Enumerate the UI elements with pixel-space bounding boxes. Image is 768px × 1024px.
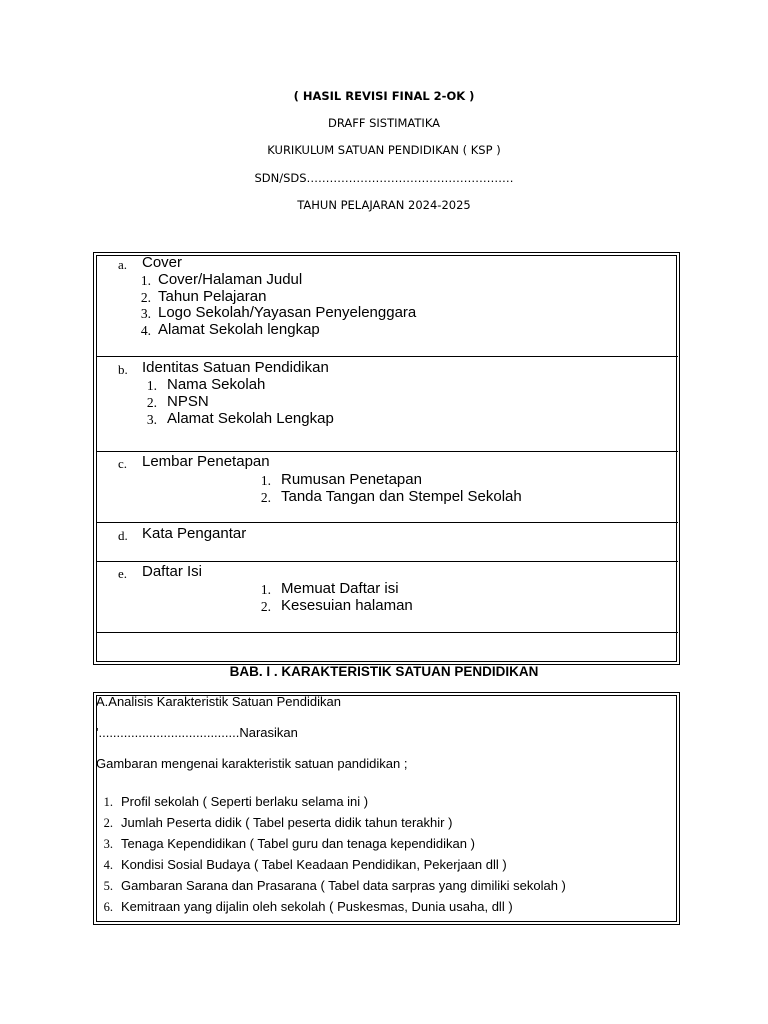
section-title-identitas: Identitas Satuan Pendidikan	[142, 359, 329, 376]
section-letter: b.	[118, 362, 128, 377]
list-number: 1.	[103, 795, 113, 809]
section-letter: c.	[118, 456, 128, 471]
row-divider	[96, 632, 678, 633]
list-number: 2.	[146, 395, 157, 410]
intro-text: Gambaran mengenai karakteristik satuan pandidikan ;	[96, 756, 408, 771]
section-title-daftar-isi: Daftar Isi	[142, 563, 203, 580]
list-item: Rumusan Penetapan	[281, 471, 422, 488]
list-number: 1.	[260, 473, 271, 488]
list-item: Kemitraan yang dijalin oleh sekolah ( Puskesmas, Dunia usaha, dll )	[121, 899, 513, 914]
list-item: Cover/Halaman Judul	[158, 271, 303, 288]
chapter-title: BAB. I . KARAKTERISTIK SATUAN PENDIDIKAN	[229, 664, 539, 679]
list-item: Kondisi Sosial Budaya ( Tabel Keadaan Pendidikan, Pekerjaan dll )	[121, 857, 507, 872]
list-item: Memuat Daftar isi	[281, 580, 399, 597]
list-number: 3.	[103, 837, 113, 851]
school-line: SDN/SDS………………………………………………	[254, 171, 514, 185]
revision-title: ( HASIL REVISI FINAL 2-OK )	[293, 89, 475, 103]
chapter-subtitle: A.Analisis Karakteristik Satuan Pendidikan	[96, 694, 341, 709]
list-number: 2.	[140, 290, 151, 305]
list-item: Jumlah Peserta didik ( Tabel peserta didik tahun terakhir )	[121, 815, 453, 830]
list-number: 4.	[103, 858, 113, 872]
list-item: Nama Sekolah	[167, 376, 266, 393]
list-item: Tanda Tangan dan Stempel Sekolah	[281, 488, 522, 505]
list-number: 6.	[103, 900, 113, 914]
list-item: Tenaga Kependidikan ( Tabel guru dan tenaga kependidikan )	[121, 836, 475, 851]
curriculum-title: KURIKULUM SATUAN PENDIDIKAN ( KSP )	[267, 143, 501, 157]
list-number: 2.	[103, 816, 113, 830]
draft-title: DRAFF SISTIMATIKA	[327, 116, 441, 130]
list-number: 2.	[260, 599, 271, 614]
row-divider	[96, 561, 678, 562]
list-item: Alamat Sekolah lengkap	[158, 321, 320, 338]
section-title-penetapan: Lembar Penetapan	[142, 453, 270, 470]
list-item: Logo Sekolah/Yayasan Penyelenggara	[158, 304, 417, 321]
section-letter: d.	[118, 528, 128, 543]
row-divider	[96, 522, 678, 523]
list-number: 3.	[146, 412, 157, 427]
list-item: Kesesuian halaman	[281, 597, 413, 614]
list-item: Gambaran Sarana dan Prasarana ( Tabel data sarpras yang dimiliki sekolah )	[121, 878, 566, 893]
list-item: Profil sekolah ( Seperti berlaku selama ini )	[121, 794, 369, 809]
list-number: 2.	[260, 490, 271, 505]
list-number: 5.	[103, 879, 113, 893]
list-item: Alamat Sekolah Lengkap	[167, 410, 334, 427]
row-divider	[96, 356, 678, 357]
list-number: 4.	[140, 323, 151, 338]
list-number: 1.	[140, 273, 151, 288]
list-item: NPSN	[167, 393, 209, 410]
list-number: 3.	[140, 306, 151, 321]
narasikan-line: '.......................................Narasikan	[96, 725, 298, 740]
section-title-pengantar: Kata Pengantar	[142, 525, 247, 542]
list-item: Tahun Pelajaran	[158, 288, 267, 305]
year-line: TAHUN PELAJARAN 2024-2025	[297, 198, 471, 212]
row-divider	[96, 451, 678, 452]
section-letter: e.	[118, 566, 128, 581]
section-title-cover: Cover	[142, 254, 183, 271]
list-number: 1.	[260, 582, 271, 597]
list-number: 1.	[146, 378, 157, 393]
section-letter: a.	[118, 257, 128, 272]
